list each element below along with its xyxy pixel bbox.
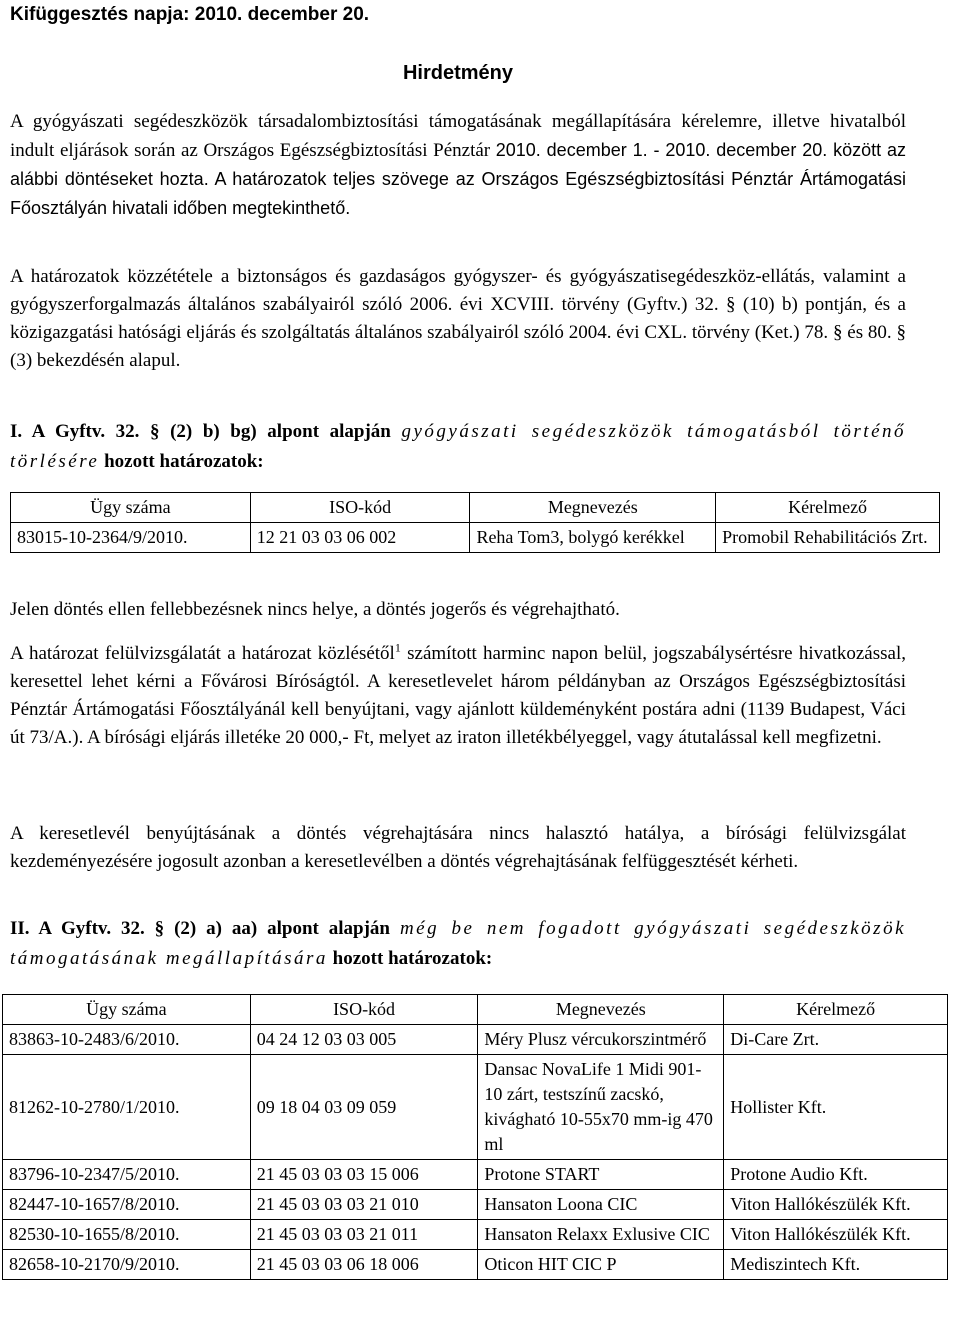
section1-table [10,492,940,553]
product-name-cell: Reha Tom3, bolygó kerékkel [470,523,716,553]
applicant-cell: Promobil Rehabilitációs Zrt. [716,523,940,553]
applicant-cell: Mediszintech Kft. [724,1250,948,1280]
footnote-marker[interactable]: 1 [394,640,401,655]
product-name-cell: Dansac NovaLife 1 Midi 901-10 zárt, testszínű zacskó, kivágható 10-55x70 mm-ig 470 ml [478,1055,724,1160]
case-number-cell: 83863-10-2483/6/2010. [3,1025,251,1055]
table-row [3,1190,948,1220]
applicant-cell: Di-Care Zrt. [724,1025,948,1055]
section2-heading-italic: még be nem fogadott gyógyászati segédeszközök támogatásának megállapítására [10,918,907,969]
product-name-cell: Hansaton Relaxx Exlusive CIC [478,1220,724,1250]
applicant-cell: Viton Hallókészülék Kft. [724,1190,948,1220]
case-number-cell: 82658-10-2170/9/2010. [3,1250,251,1280]
case-number-cell: 81262-10-2780/1/2010. [3,1055,251,1160]
section1-heading-italic: gyógyászati segédeszközök támogatásból történő törlésére [10,421,907,472]
case-number-cell: 83015-10-2364/9/2010. [11,523,251,553]
legal-basis-paragraph: A határozatok közzététele a biztonságos és gazdaságos gyógyszer- és gyógyászatisegédeszköz-ellátás, valamint a gyógyszerforgalmazás általános szabályairól szóló 2006. évi XCVIII. törvény (Gyftv.) 32. § (10) b) pontján, és a közigazgatási hatósági eljárás és szolgáltatás általános szabályairól szóló 2004. évi CXL. törvény (Ket.) 78. § és 80. § (3) bekezdésén alapul. [10,266,906,371]
applicant-cell: Protone Audio Kft. [724,1160,948,1190]
table-row [3,1220,948,1250]
column-header-case-number: Ügy száma [11,493,251,523]
section1-heading-tail: hozott határozatok: [104,451,264,472]
iso-code-cell: 21 45 03 03 06 18 006 [250,1250,478,1280]
applicant-cell: Hollister Kft. [724,1055,948,1160]
column-header-product-name: Megnevezés [470,493,716,523]
column-header-applicant: Kérelmező [724,995,948,1025]
column-header-case-number: Ügy száma [3,995,251,1025]
table-row [3,1250,948,1280]
product-name-cell: Oticon HIT CIC P [478,1250,724,1280]
column-header-product-name: Megnevezés [478,995,724,1025]
case-number-cell: 82447-10-1657/8/2010. [3,1190,251,1220]
case-number-cell: 83796-10-2347/5/2010. [3,1160,251,1190]
suspension-paragraph: A keresetlevél benyújtásának a döntés végrehajtására nincs halasztó hatálya, a bírósági felülvizsgálat kezdeményezésére jogosult azonban a keresetlevélben a döntés végrehajtásának felfüggesztését kérheti. [10,823,906,872]
iso-code-cell: 12 21 03 03 06 002 [250,523,470,553]
review-paragraph [10,640,906,752]
intro-text-sans: 2010. december 1. - 2010. december 20. között az alábbi döntéseket hozta. A határozatok teljes szövege az Országos Egészségbiztosítási Pénztár Ártámogatási Főosztályán hivatali időben megtekinthető. [10,140,907,218]
case-number-cell: 82530-10-1655/8/2010. [3,1220,251,1250]
table-row [3,1160,948,1190]
section2-heading-tail: hozott határozatok: [332,948,493,969]
product-name-cell: Hansaton Loona CIC [478,1190,724,1220]
table-row [3,1055,948,1160]
intro-paragraph [10,108,906,223]
section2-heading [10,914,906,974]
product-name-cell: Protone START [478,1160,724,1190]
section1-heading-bold: I. A Gyftv. 32. § (2) b) bg) alpont alapján [10,421,391,442]
applicant-cell: Viton Hallókészülék Kft. [724,1220,948,1250]
column-header-applicant: Kérelmező [716,493,940,523]
iso-code-cell: 21 45 03 03 03 21 011 [250,1220,478,1250]
iso-code-cell: 21 45 03 03 03 15 006 [250,1160,478,1190]
page-title: Hirdetmény [402,62,514,84]
intro-text-serif: A gyógyászati segédeszközök társadalombiztosítási támogatásának megállapítására kérelemre, illetve hivatalból indult eljárások során az Országos Egészségbiztosítási Pénztár [10,111,906,161]
section1-heading [10,417,906,477]
table-row [3,1025,948,1055]
publication-date: Kifüggesztés napja: 2010. december 20. [10,4,370,25]
table-row [11,523,940,553]
finality-note: Jelen döntés ellen fellebbezésnek nincs helye, a döntés jogerős és végrehajtható. [10,599,620,620]
column-header-iso-code: ISO-kód [250,493,470,523]
review-text-a: A határozat felülvizsgálatát a határozat közlésétől [10,643,395,664]
iso-code-cell: 04 24 12 03 03 005 [250,1025,478,1055]
iso-code-cell: 21 45 03 03 03 21 010 [250,1190,478,1220]
section2-table [2,994,948,1280]
section2-heading-bold: II. A Gyftv. 32. § (2) a) aa) alpont alapján [10,918,391,939]
table-header-row [11,493,940,523]
table-header-row [3,995,948,1025]
iso-code-cell: 09 18 04 03 09 059 [250,1055,478,1160]
column-header-iso-code: ISO-kód [250,995,478,1025]
review-text-b: számított harminc napon belül, jogszabálysértésre hivatkozással, keresettel lehet kérni a Fővárosi Bíróságtól. A keresetlevelet három példányban az Országos Egészségbiztosítási Pénztár Ártámogatási Főosztályánál kell benyújtani, vagy ajánlott küldeményként postára adni (1139 Budapest, Váci út 73/A.). A bírósági eljárás illetéke 20 000,- Ft, melyet az iraton illetékbélyeggel, vagy átutalással kell megfizetni. [10,643,906,748]
product-name-cell: Méry Plusz vércukorszintmérő [478,1025,724,1055]
